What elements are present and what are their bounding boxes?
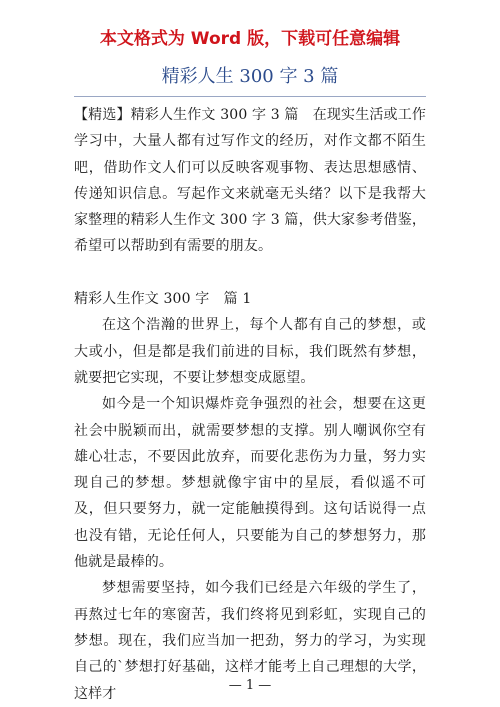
body-paragraph: 在这个浩瀚的世界上，每个人都有自己的梦想，或大或小，但是都是我们前进的目标，我们既然有梦想，就要把它实现，不要让梦想变成愿望。: [74, 317, 426, 386]
document-body: [74, 102, 426, 707]
format-banner: 本文格式为 Word 版，下载可任意编辑: [99, 29, 401, 49]
section-heading: 精彩人生作文 300 字 篇 1: [74, 291, 252, 308]
body-paragraph: 如今是一个知识爆炸竞争强烈的社会，想要在这更社会中脱颖而出，就需要梦想的支撑。别人嘲讽你空有雄心壮志，不要因此放弃，而要化悲伤为力量，努力实现自己的梦想。梦想就像宇宙中的星辰，看似遥不可及，但只要努力，就一定能触摸得到。这句话说得一点也没有错，无论任何人，只要能为自己的梦想努力，那他就是最棒的。: [74, 396, 426, 571]
title-divider: [74, 96, 426, 97]
intro-paragraph: 【精选】精彩人生作文 300 字 3 篇 在现实生活或工作学习中，大量人都有过写作文的经历，对作文都不陌生吧，借助作文人们可以反映客观事物、表达思想感情、传递知识信息。写起作文来就毫无头绪？以下是我帮大家整理的精彩人生作文 300 字 3 篇，供大家参考借鉴，希望可以帮助到有需要的朋友。: [74, 107, 426, 255]
page-number: — 1 —: [228, 678, 272, 693]
document-title: 精彩人生 300 字 3 篇: [161, 66, 339, 87]
paragraph-gap: [74, 260, 426, 286]
body-paragraph: 梦想需要坚持，如今我们已经是六年级的学生了，再熬过七年的寒窗苦，我们终将见到彩虹，实现自己的梦想。现在，我们应当加一把劲，努力的学习，为实现自己的`梦想打好基础，这样才能考上自己理想的大学，这样才: [74, 580, 426, 702]
